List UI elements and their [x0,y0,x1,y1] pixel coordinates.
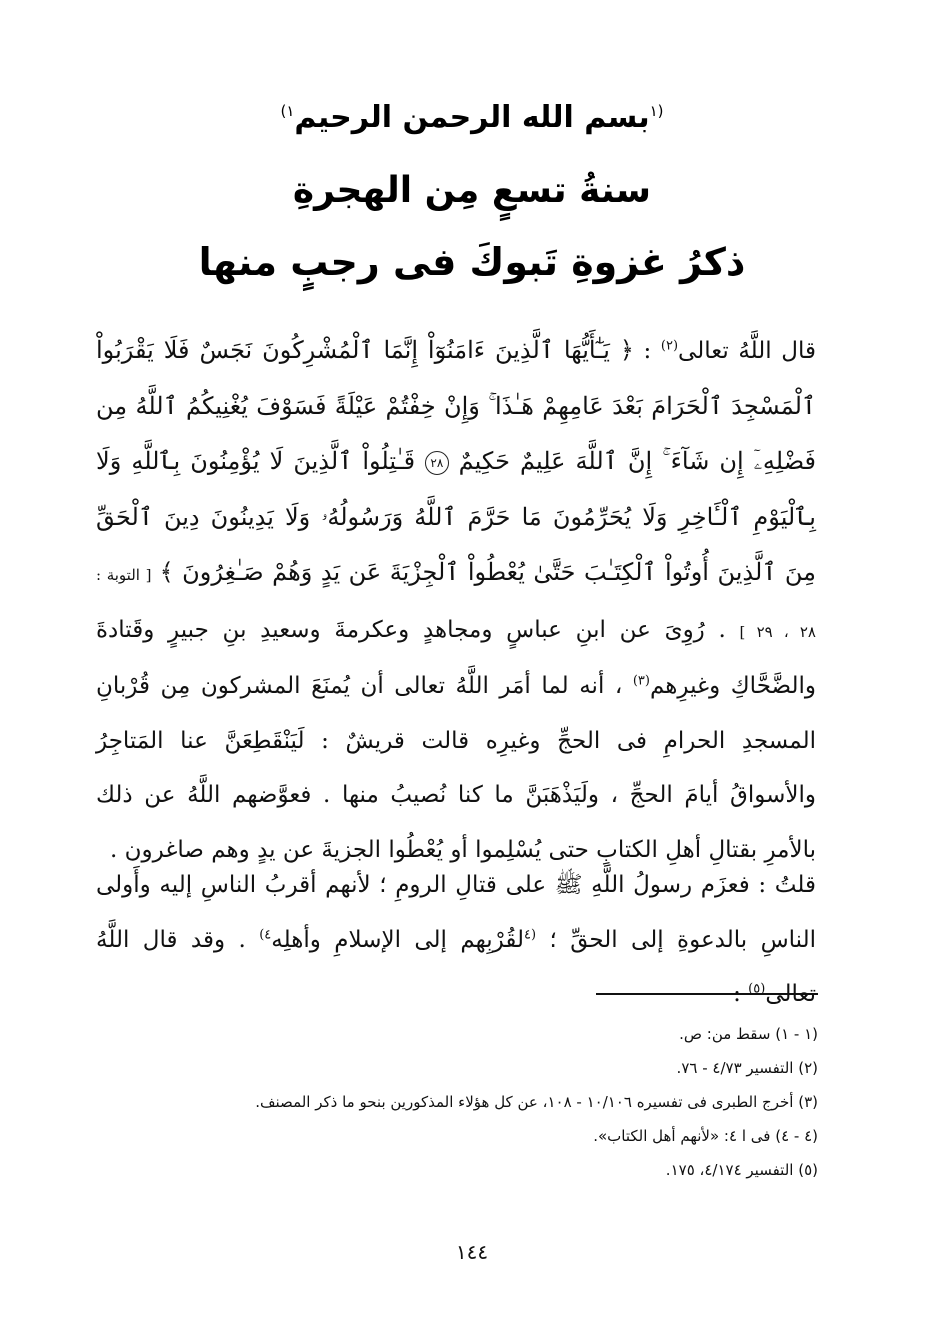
basmala-footnote-marker: (١ [649,102,664,120]
commentary-text: قلتُ : فعزَم رسولُ اللَّهِ ﷺ على قتالِ الرومِ ؛ لأنهم أقربُ الناسِ إليه وأَولى الناسِ بالدعوةِ إلى الحقِّ ؛ [96,872,816,953]
year-heading: سنةُ تسعٍ مِن الهجرةِ [292,170,652,211]
footnote-4: (٤ - ٤) فى ا ٤: «لأنهم أهل الكتاب». [593,1127,818,1145]
surah-reference: [ التوبة : ٢٨ ، ٢٩ ] [96,566,816,641]
basmala-text: بسم الله الرحمن الرحيم [294,100,650,135]
footnote-separator [596,993,818,995]
chapter-heading: ذكرُ غزوةِ تَبوكَ فى رجبٍ منها [198,240,746,284]
quran-verse-29: قَـٰتِلُواْ ٱلَّذِينَ لَا يُؤْمِنُونَ بِٱللَّهِ وَلَا بِٱلْيَوْمِ ٱلْـَٔاخِرِ وَلَا يُحَرِّمُونَ مَا حَرَّمَ ٱللَّهُ وَرَسُولُهُۥ وَلَا يَدِينُونَ دِينَ ٱلْحَقِّ مِنَ ٱلَّذِينَ أُوتُواْ ٱلْكِتَـٰبَ حَتَّىٰ يُعْطُواْ ٱلْجِزْيَةَ عَن يَدٍ وَهُمْ صَـٰغِرُونَ ﴾ [96,447,817,586]
footnote-3: (٣) أخرج الطبرى فى تفسيره ١٠/١٠٦ - ١٠٨، عن كل هؤلاء المذكورين بنحو ما ذكر المصنف. [255,1093,818,1111]
commentary-text-cont: . وقد قال اللَّهُ تعالى [96,926,816,1007]
intro-text: قال اللَّهُ تعالى [678,338,816,364]
footnotes [96,1017,818,1187]
footnote-ref-5: (٥) [748,981,766,997]
paragraph-2 [96,858,816,1007]
footnote-ref-4-open: (٤ [524,926,537,942]
page-number: ١٤٤ [455,1240,489,1264]
footnote-2: (٢) التفسير ٤/٧٣ - ٧٦. [676,1059,818,1077]
basmala-heading [0,100,944,135]
ayah-number-marker: ٢٨ [425,451,449,475]
footnote-ref-2: (٢) [660,338,679,354]
footnote-ref-3: (٣) [632,673,650,689]
footnote-ref-4-close: ٤) [259,926,272,942]
narration-text-cont: ، أنه لما أمَر اللَّهُ تعالى أن يُمنَعَ المشركون مِن قُرْبانِ المسجدِ الحرامِ فى الحجِّ وغيرِه قالت قريشٌ : لَيَنْقَطِعَنَّ عنا المَتاجِرُ والأسواقُ أيامَ الحجِّ ، ولَيَذْهَبَنَّ ما كنا نُصيبُ منها . فعوَّضهم اللَّهُ عن ذلك بالأمرِ بقتالِ أهلِ الكتابِ حتى يُسْلِموا أو يُعْطُوا الجزيةَ عن يدٍ وهم صاغرون . [96,673,816,863]
commentary-variant-text: لقُرْبِهم إلى الإسلامِ وأهلِه [271,926,525,953]
narration-text: . رُوِىَ عن ابنِ عباسٍ ومجاهدٍ وعكرمةَ وسعيدِ بنِ جبيرٍ وقَتادةَ والضَّحَّاكِ وغيرِهم [96,616,816,699]
footnote-5: (٥) التفسير ٤/١٧٤، ١٧٥. [665,1161,818,1179]
footnote-1: (١ - ١) سقط من: ص. [679,1025,818,1043]
paragraph-1 [96,323,817,863]
basmala-footnote-marker-end: ١) [280,102,295,120]
colon: : [633,338,661,364]
commentary-tail: : [733,981,749,1007]
quran-verse-28: ﴿ يَـٰٓأَيُّهَا ٱلَّذِينَ ءَامَنُوٓاْ إِنَّمَا ٱلْمُشْرِكُونَ نَجَسٌ فَلَا يَقْرَبُواْ ٱلْمَسْجِدَ ٱلْحَرَامَ بَعْدَ عَامِهِمْ هَـٰذَا ۚ وَإِنْ خِفْتُمْ عَيْلَةً فَسَوْفَ يُغْنِيكُمُ ٱللَّهُ مِن فَضْلِهِۦٓ إِن شَآءَ ۚ إِنَّ ٱللَّهَ عَلِيمٌ حَكِيمٌ [96,336,817,475]
